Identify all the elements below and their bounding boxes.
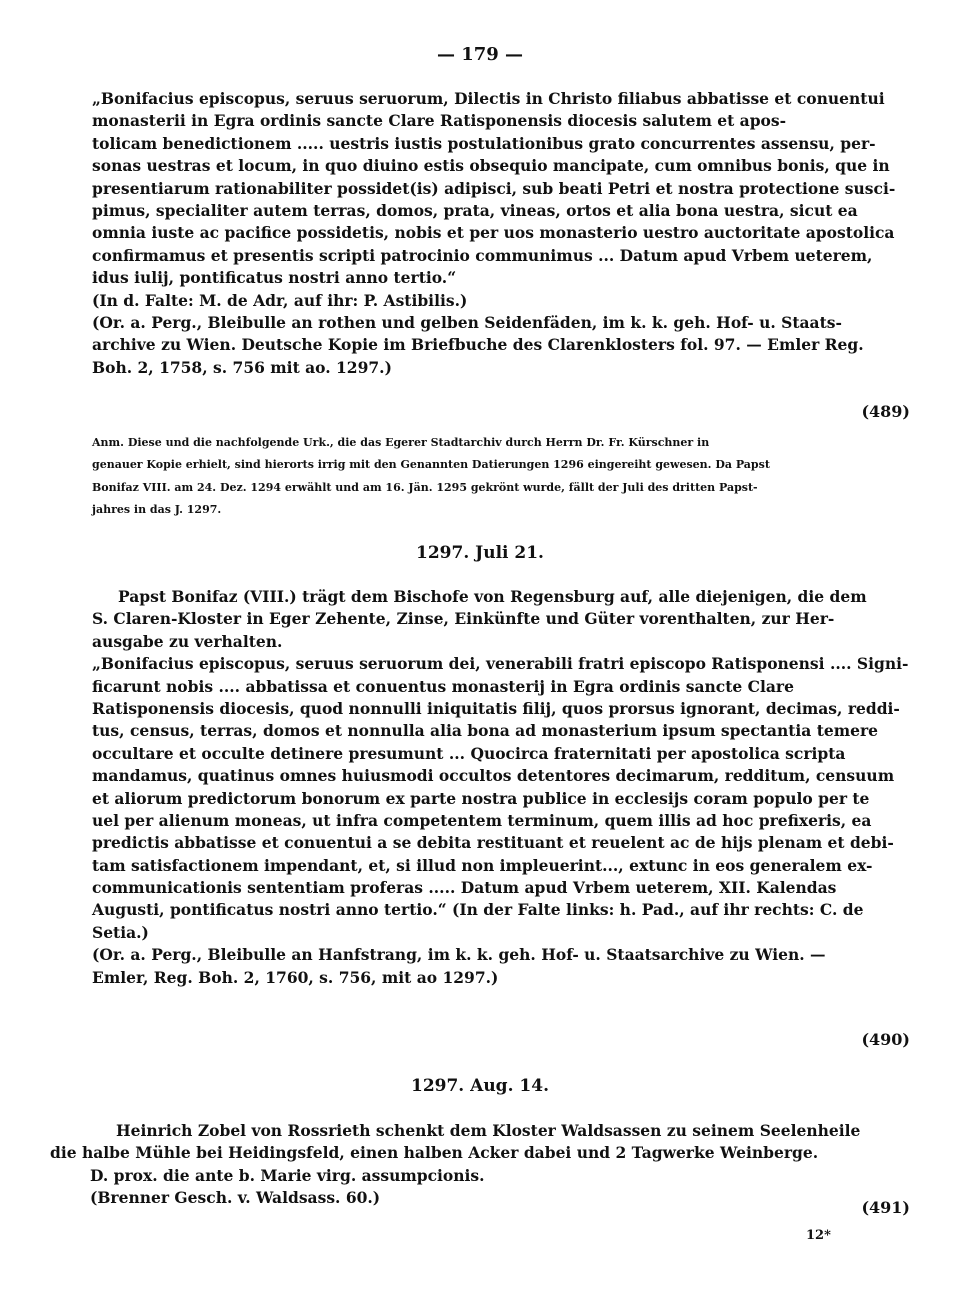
regest-line: ausgabe zu verhalten. xyxy=(92,631,283,651)
regest-line: Heinrich Zobel von Rossrieth schenkt dem Kloster Waldsassen zu seinem Seelenheile xyxy=(116,1121,861,1140)
text-line: Augusti, pontificatus nostri anno tertio.“ (In der Falte links: h. Pad., auf ihr rechts: C. de xyxy=(92,900,864,920)
charter-489-text xyxy=(92,88,910,379)
regest-line: S. Claren-Kloster in Eger Zehente, Zinse, Einkünfte und Güter vorenthalten, zur Her- xyxy=(92,609,835,629)
text-line: (Or. a. Perg., Bleibulle an Hanfstrang, im k. k. geh. Hof- u. Staatsarchive zu Wien. — xyxy=(92,945,826,965)
regest-line: die halbe Mühle bei Heidingsfeld, einen halben Acker dabei und 2 Tagwerke Weinberge. xyxy=(50,1143,819,1163)
text-line: Boh. 2, 1758, s. 756 mit ao. 1297.) xyxy=(92,357,392,377)
text-line: presentiarum rationabiliter possidet(is) adipisci, sub beati Petri et nostra protectione susci- xyxy=(92,178,896,198)
text-line: (Or. a. Perg., Bleibulle an rothen und gelben Seidenfäden, im k. k. geh. Hof- u. Staats- xyxy=(92,312,842,332)
text-line: (Brenner Gesch. v. Waldsass. 60.) xyxy=(90,1188,381,1208)
text-line: predictis abbatisse et conuentui a se debita restituant et reuelent ac de hijs plenam et debi- xyxy=(92,833,894,853)
date-heading-490: 1297. Juli 21. xyxy=(416,543,544,563)
text-line: sonas uestras et locum, in quo diuino estis obsequio mancipate, cum omnibus bonis, que in xyxy=(92,156,890,176)
date-heading-491: 1297. Aug. 14. xyxy=(410,1076,549,1096)
note-line: jahres in das J. 1297. xyxy=(92,502,222,516)
text-line: tus, census, terras, domos et nonnulla alia bona ad monasterium ipsum spectantia temere xyxy=(92,721,879,741)
text-line: Setia.) xyxy=(92,922,149,942)
text-line: monasterii in Egra ordinis sancte Clare Ratisponensis diocesis salutem et apos- xyxy=(92,111,787,131)
note-line: Anm. Diese und die nachfolgende Urk., die das Egerer Stadtarchiv durch Herrn Dr. Fr. Kürschner in xyxy=(92,436,710,449)
charter-number-491: (491) xyxy=(861,1198,910,1217)
text-line: ficarunt nobis .... abbatissa et conuentus monasterij in Egra ordinis sancte Clare xyxy=(92,676,794,696)
page-number: — 179 — xyxy=(436,44,524,65)
charter-491-text xyxy=(50,1120,910,1210)
text-line: tam satisfactionem impendant, et, si illud non impleuerint..., extunc in eos generalem ex- xyxy=(92,855,873,875)
text-line: pimus, specialiter autem terras, domos, prata, vineas, ortos et alia bona uestra, sicut ea xyxy=(92,200,858,220)
text-line: „Bonifacius episcopus, seruus seruorum dei, venerabili fratri episcopo Ratisponensi .... Signi- xyxy=(92,654,909,674)
text-line: confirmamus et presentis scripti patrocinio communimus ... Datum apud Vrbem ueterem, xyxy=(92,245,873,265)
text-line: Ratisponensis diocesis, quod nonnulli iniquitatis filij, quos prorsus ignorant, decimas, reddi- xyxy=(92,698,900,718)
annotation-note xyxy=(92,432,910,521)
text-line: uel per alienum moneas, ut infra competentem terminum, quem illis ad hoc prefixeris, ea xyxy=(92,810,872,830)
text-line: omnia iuste ac pacifice possidetis, nobis et per uos monasterio uestro auctoritate apostolica xyxy=(92,223,895,243)
note-line: genauer Kopie erhielt, sind hierorts irrig mit den Genannten Datierungen 1296 eingereiht gewesen. Da Papst xyxy=(92,458,770,472)
text-line: et aliorum predictorum bonorum ex parte nostra publice in ecclesijs coram populo per te xyxy=(92,788,870,808)
text-line: Emler, Reg. Boh. 2, 1760, s. 756, mit ao 1297.) xyxy=(92,967,499,987)
charter-number-489: (489) xyxy=(861,402,910,421)
text-line: tolicam benedictionem ..... uestris iustis postulationibus grato concurrentes assensu, per- xyxy=(92,133,876,153)
text-line: „Bonifacius episcopus, seruus seruorum, Dilectis in Christo filiabus abbatisse et conuentui xyxy=(92,89,885,108)
note-line: Bonifaz VIII. am 24. Dez. 1294 erwählt und am 16. Jän. 1295 gekrönt wurde, fällt der Juli des dritten Papst- xyxy=(92,480,758,494)
text-line: mandamus, quatinus omnes huiusmodi occultos detentores decimarum, redditum, censuum xyxy=(92,766,895,786)
text-line: idus iulij, pontificatus nostri anno tertio.“ xyxy=(92,268,457,288)
text-line: archive zu Wien. Deutsche Kopie im Briefbuche des Clarenklosters fol. 97. — Emler Reg. xyxy=(92,335,864,355)
text-line: D. prox. die ante b. Marie virg. assumpcionis. xyxy=(90,1165,485,1185)
charter-number-490: (490) xyxy=(861,1030,910,1049)
charter-490-text xyxy=(92,586,910,989)
text-line: (In d. Falte: M. de Adr, auf ihr: P. Astibilis.) xyxy=(92,290,468,310)
regest-line: Papst Bonifaz (VIII.) trägt dem Bischofe von Regensburg auf, alle diejenigen, die dem xyxy=(118,587,867,606)
text-line: occultare et occulte detinere presumunt ... Quocirca fraternitati per apostolica scripta xyxy=(92,743,846,763)
signature-mark: 12* xyxy=(806,1228,831,1243)
text-line: communicationis sententiam proferas ..... Datum apud Vrbem ueterem, XII. Kalendas xyxy=(92,878,837,898)
